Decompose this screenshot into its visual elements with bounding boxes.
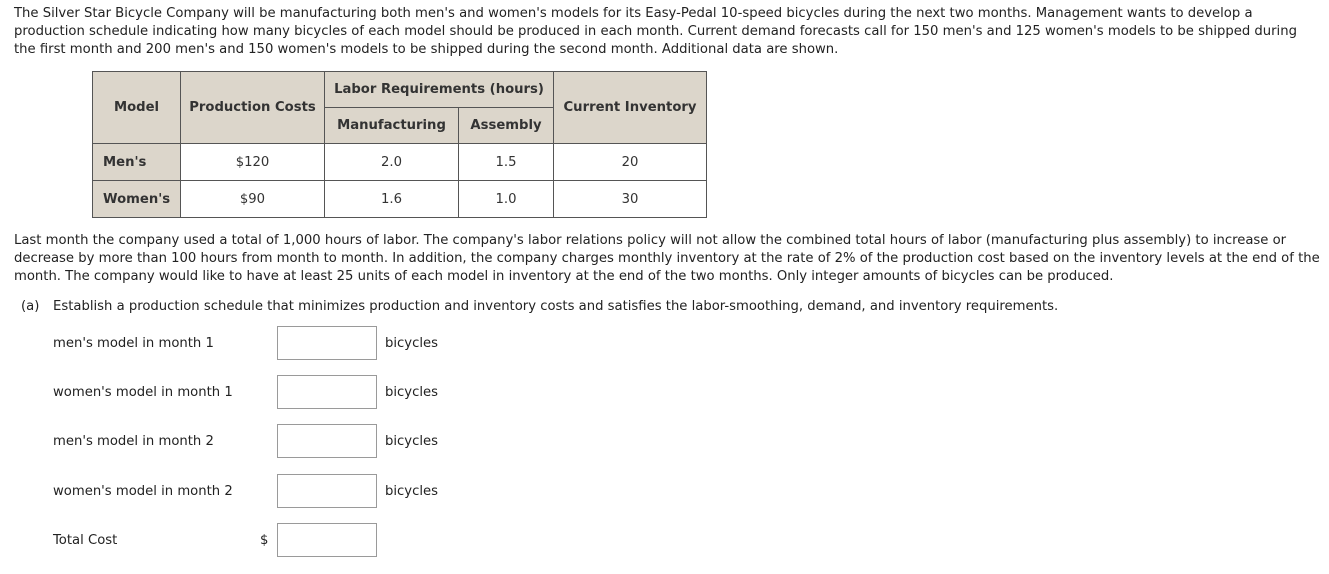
question-label: (a)	[21, 299, 40, 314]
cell-manufacturing: 2.0	[325, 144, 459, 181]
header-production-costs: Production Costs	[181, 72, 325, 144]
header-current-inventory: Current Inventory	[554, 72, 707, 144]
intro-paragraph: The Silver Star Bicycle Company will be manufacturing both men's and women's models for its Easy-Pedal 10-speed bicycles during the next two months. Management wants to develop a production schedule indicating how many bicycles of each model should be produced in each month. Current demand forecasts call for 150 men's and 125 women's models to be shipped during the first month and 200 men's and 150 women's models to be shipped during the second month. Additional data are shown.	[14, 6, 1297, 57]
header-model: Model	[93, 72, 181, 144]
answer-label: women's model in month 1	[53, 385, 233, 400]
total-cost-label: Total Cost	[53, 533, 118, 548]
header-manufacturing: Manufacturing	[325, 108, 459, 144]
womens-month-1-input[interactable]	[277, 375, 377, 409]
answer-label: women's model in month 2	[53, 484, 233, 499]
row-model-mens: Men's	[93, 144, 181, 181]
mens-month-2-input[interactable]	[277, 424, 377, 458]
cell-assembly: 1.5	[459, 144, 554, 181]
table-row	[93, 181, 707, 218]
answer-label: men's model in month 1	[53, 336, 214, 351]
unit-label: bicycles	[385, 434, 438, 449]
header-assembly: Assembly	[459, 108, 554, 144]
row-model-womens: Women's	[93, 181, 181, 218]
header-labor-requirements: Labor Requirements (hours)	[325, 72, 554, 108]
unit-label: bicycles	[385, 385, 438, 400]
question-text: Establish a production schedule that minimizes production and inventory costs and satisfies the labor-smoothing, demand, and inventory requirements.	[53, 299, 1059, 314]
bicycle-data-table	[92, 71, 707, 218]
unit-label: bicycles	[385, 336, 438, 351]
cell-assembly: 1.0	[459, 181, 554, 218]
table-row	[93, 144, 707, 181]
unit-label: bicycles	[385, 484, 438, 499]
mens-month-1-input[interactable]	[277, 326, 377, 360]
total-cost-input[interactable]	[277, 523, 377, 557]
cell-manufacturing: 1.6	[325, 181, 459, 218]
currency-symbol: $	[260, 533, 269, 548]
cell-inventory: 30	[554, 181, 707, 218]
cell-production-cost: $90	[181, 181, 325, 218]
womens-month-2-input[interactable]	[277, 474, 377, 508]
cell-production-cost: $120	[181, 144, 325, 181]
answer-label: men's model in month 2	[53, 434, 214, 449]
cell-inventory: 20	[554, 144, 707, 181]
question-a	[21, 298, 1058, 316]
constraints-paragraph: Last month the company used a total of 1,000 hours of labor. The company's labor relations policy will not allow the combined total hours of labor (manufacturing plus assembly) to increase or decrease by more than 100 hours from month to month. In addition, the company charges monthly inventory at the rate of 2% of the production cost based on the inventory levels at the end of the month. The company would like to have at least 25 units of each model in inventory at the end of the two months. Only integer amounts of bicycles can be produced.	[14, 233, 1320, 284]
